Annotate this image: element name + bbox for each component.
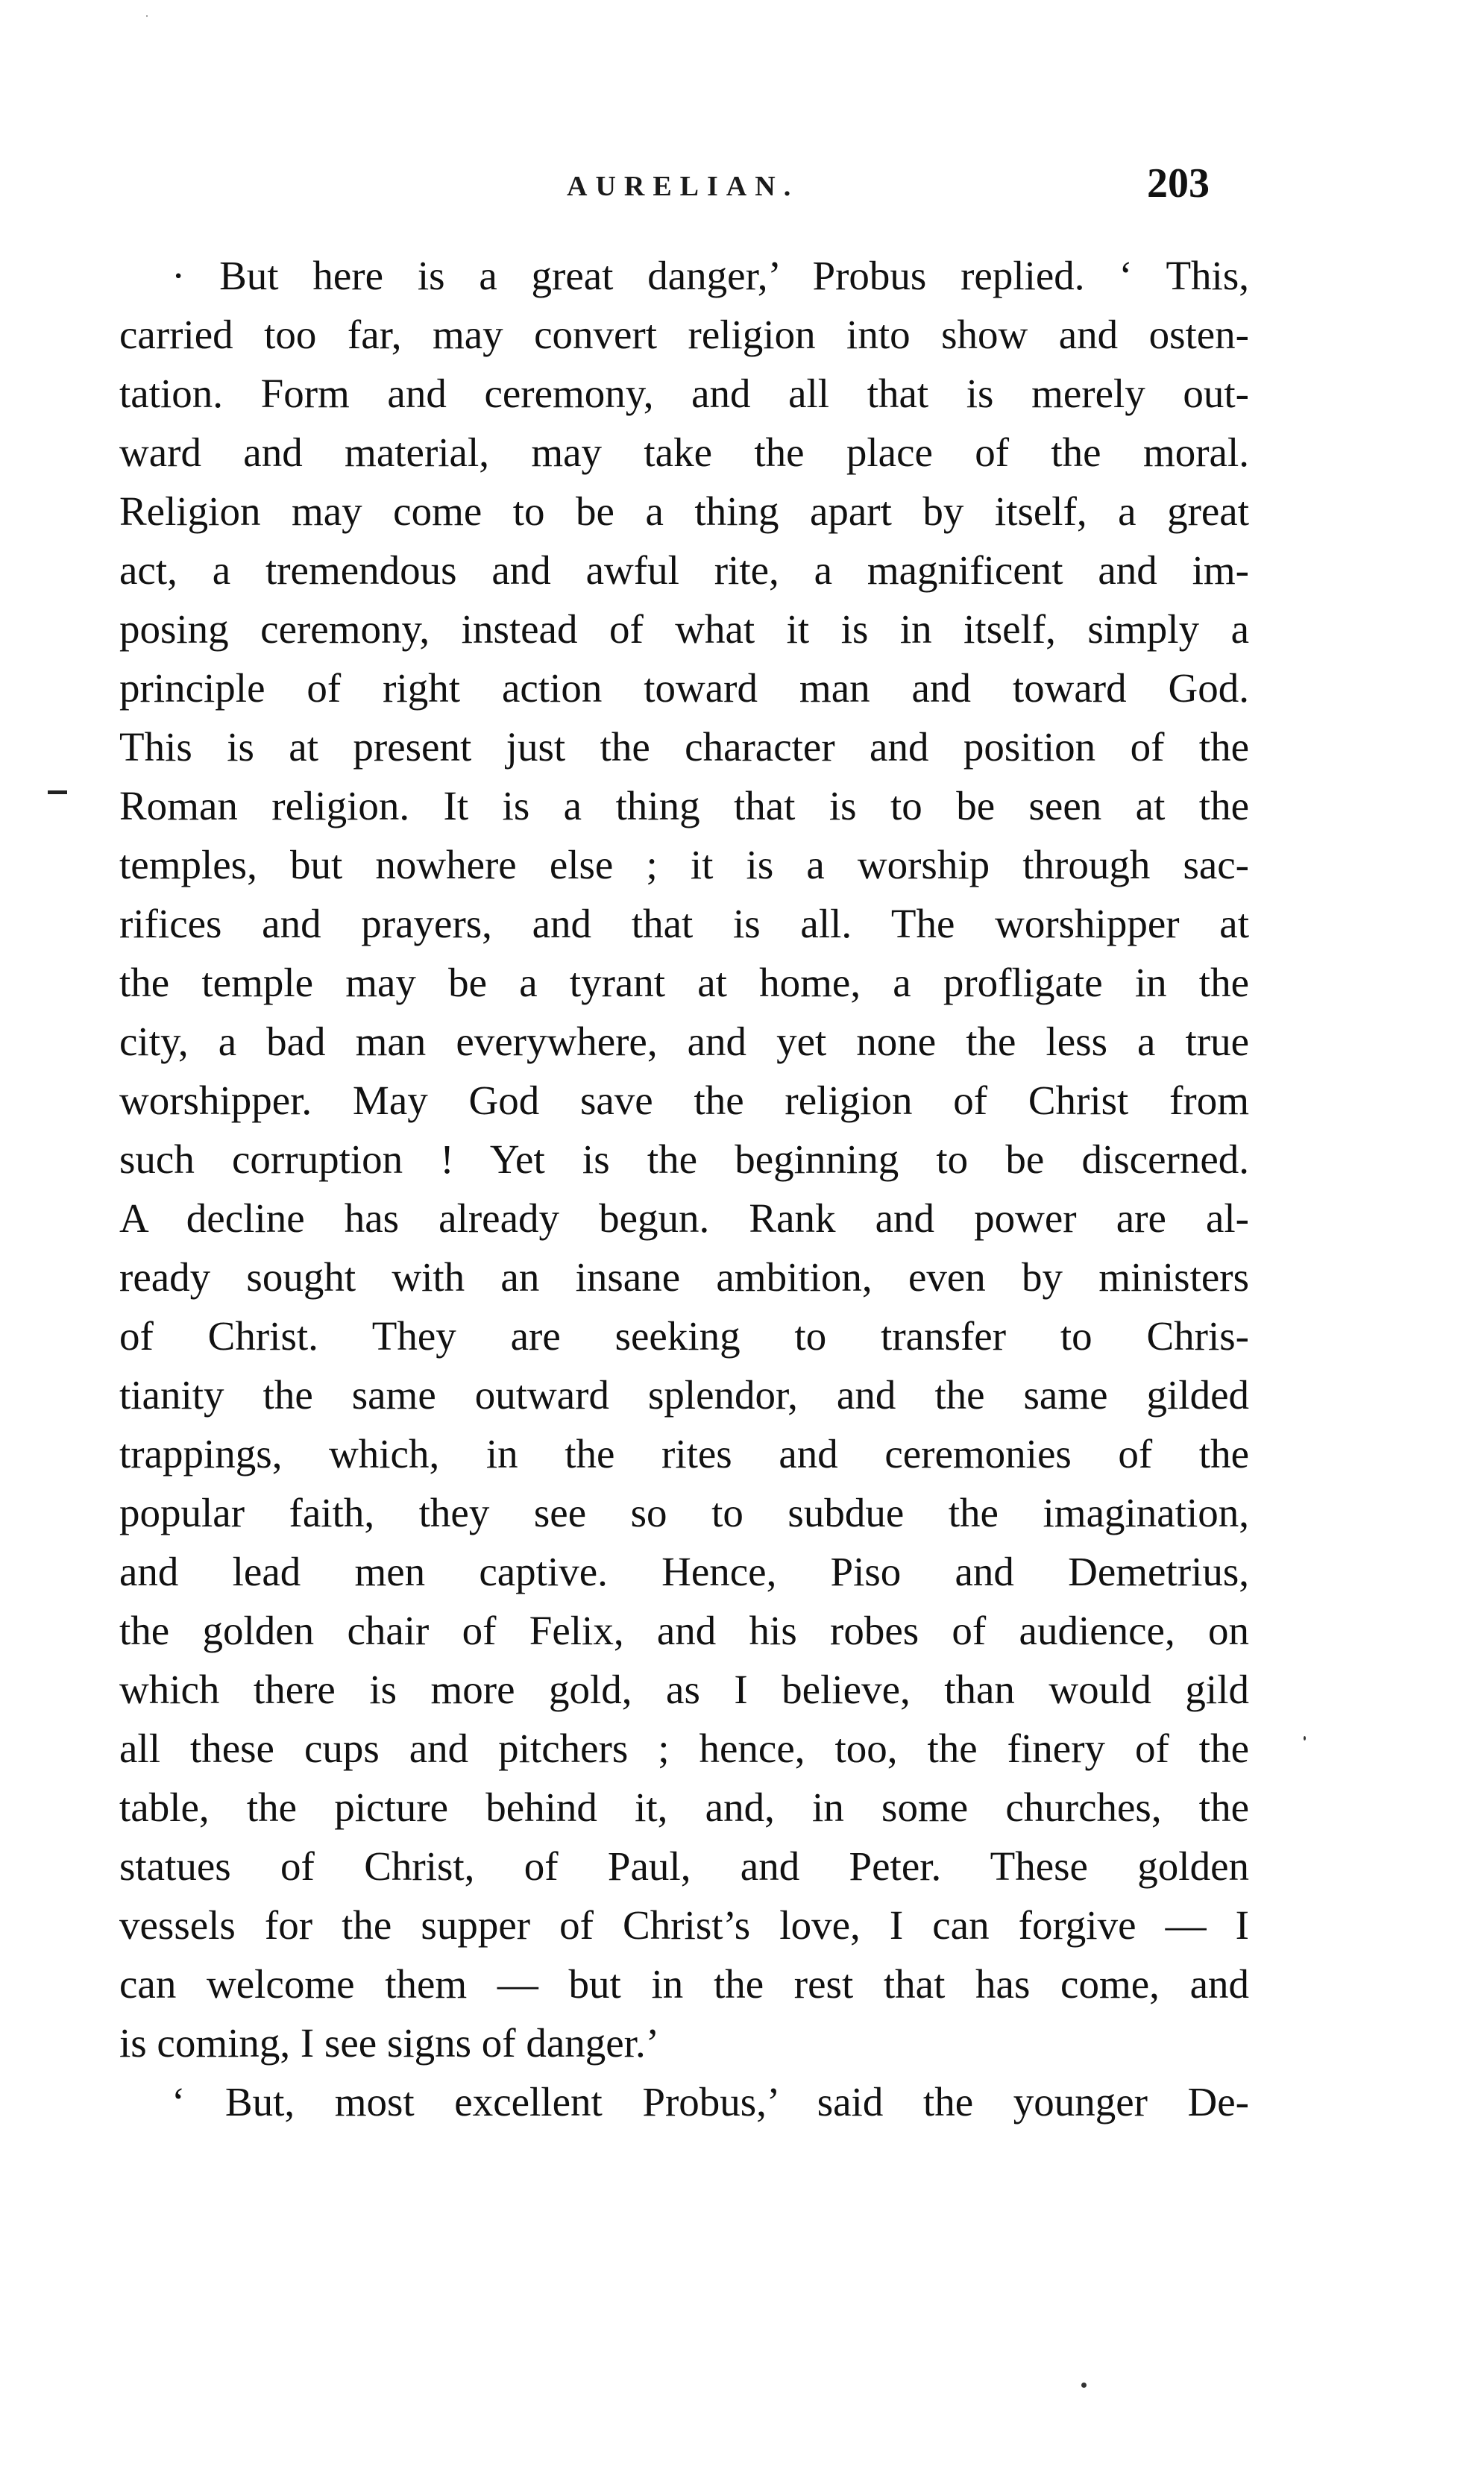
text-line: city, a bad man everywhere, and yet none the less a true <box>119 1019 1249 1064</box>
paper-speck <box>146 15 148 17</box>
text-line: principle of right action toward man and toward God. <box>119 665 1249 711</box>
paper-speck <box>1304 1736 1306 1740</box>
running-title: AURELIAN. <box>567 171 799 202</box>
text-line: popular faith, they see so to subdue the imagination, <box>119 1490 1249 1535</box>
text-line: vessels for the supper of Christ’s love, I can forgive — I <box>119 1902 1249 1948</box>
text-line: such corruption ! Yet is the beginning to be discerned. <box>119 1136 1249 1182</box>
text-line: is coming, I see signs of danger.’ <box>119 2020 660 2066</box>
text-line: the temple may be a tyrant at home, a profligate in the <box>119 960 1249 1005</box>
text-line: statues of Christ, of Paul, and Peter. These golden <box>119 1843 1249 1889</box>
text-line: and lead men captive. Hence, Piso and Demetrius, <box>119 1549 1249 1594</box>
page-number: 203 <box>1147 160 1210 207</box>
text-line: ready sought with an insane ambition, even by ministers <box>119 1254 1249 1300</box>
text-line: rifices and prayers, and that is all. The worshipper at <box>119 901 1249 946</box>
text-line: · But here is a great danger,’ Probus replied. ‘ This, <box>172 253 1249 298</box>
text-line: ward and material, may take the place of the moral. <box>119 430 1249 475</box>
text-line: Roman religion. It is a thing that is to be seen at the <box>119 783 1249 828</box>
text-line: which there is more gold, as I believe, than would gild <box>119 1667 1249 1712</box>
text-line: This is at present just the character and position of the <box>119 724 1249 770</box>
text-line: Religion may come to be a thing apart by itself, a great <box>119 488 1249 534</box>
text-line: temples, but nowhere else ; it is a worship through sac- <box>119 842 1249 887</box>
text-line: act, a tremendous and awful rite, a magnificent and im- <box>119 547 1249 593</box>
paper-speck <box>1081 2383 1087 2388</box>
margin-mark <box>48 790 67 794</box>
text-line: worshipper. May God save the religion of Christ from <box>119 1078 1249 1123</box>
text-line: all these cups and pitchers ; hence, too, the finery of the <box>119 1726 1249 1771</box>
text-line: carried too far, may convert religion into show and osten- <box>119 312 1249 357</box>
text-line: A decline has already begun. Rank and power are al- <box>119 1195 1249 1241</box>
text-line: table, the picture behind it, and, in some churches, the <box>119 1784 1249 1830</box>
text-line: ‘ But, most excellent Probus,’ said the younger De- <box>172 2079 1249 2125</box>
text-line: the golden chair of Felix, and his robes of audience, on <box>119 1608 1249 1653</box>
text-line: tation. Form and ceremony, and all that is merely out- <box>119 371 1249 416</box>
running-head <box>0 160 1484 210</box>
text-line: of Christ. They are seeking to transfer to Chris- <box>119 1313 1249 1359</box>
text-line: trappings, which, in the rites and ceremonies of the <box>119 1431 1249 1476</box>
text-line: tianity the same outward splendor, and the same gilded <box>119 1372 1249 1418</box>
body-text <box>119 246 1249 2131</box>
text-line: can welcome them — but in the rest that has come, and <box>119 1961 1249 2007</box>
text-line: posing ceremony, instead of what it is in itself, simply a <box>119 606 1249 652</box>
